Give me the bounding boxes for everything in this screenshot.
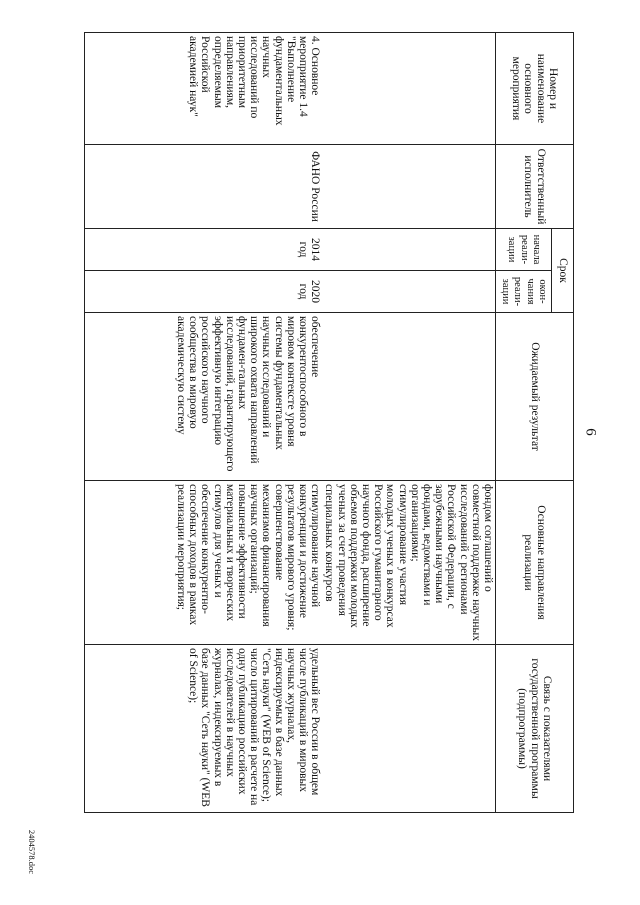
header-measure-name: Номер и наименование основного мероприятия xyxy=(496,33,574,145)
footer-doc-code: 2404578.doc xyxy=(27,829,37,875)
header-expected-result: Ожидаемый результат xyxy=(496,313,574,481)
measure-4-executor: ФАНО России xyxy=(85,145,323,229)
header-indicators: Связь с показателями государственной программы (подпрограммы) xyxy=(496,645,574,813)
measure-4-name: 4. Основное мероприятие 1.4 "Выполнение фундаментальных научных исследований по приоритетным направлениям, определяемым Российской академией наук" xyxy=(85,33,323,145)
page-number: 6 xyxy=(582,428,599,436)
table-row-continuation xyxy=(322,33,495,813)
header-term-end: окон-чания реали-зации xyxy=(496,271,552,313)
header-term-start: начала реали-зации xyxy=(496,229,552,271)
header-executor: Ответственный исполнитель xyxy=(496,145,574,229)
table-row-measure-4 xyxy=(85,33,323,813)
measures-table xyxy=(84,32,574,813)
continuation-directions: фондом соглашений о совместной поддержке научных исследований с регионами Российской Федерации, с зарубежными научными фондами, ведомствами и организациями; стимулирование участия молодых ученых в конкурсах Российского гуманитарного научного фонда, расширение объемов поддержки молодых ученых за счет проведения специальных конкурсов xyxy=(322,481,495,645)
header-term: Срок xyxy=(552,229,574,313)
measure-4-indicators: удельный вес России в общем числе публикаций в мировых научных журналах, индексируемых в базе данных "Сеть науки" (WEB of Science); число цитирований в расчете на одну публикацию российских исследователей в научных журналах, индексируемых в базе данных "Сеть науки" (WEB of Science); xyxy=(85,645,323,813)
measure-4-start: 2014 год xyxy=(85,229,323,271)
measure-4-result: обеспечение конкурентоспособного в мировом контексте уровня системы фундаментальных научных исследований и широкого охвата направлений фундамен-тальных исследований, гарантирующего эффективную интеграцию российского научного сообщества в мировую академическую систему xyxy=(85,313,323,481)
measures-table-rotated xyxy=(84,32,574,812)
measure-4-end: 2020 год xyxy=(85,271,323,313)
measure-4-directions: стимулирование научной конкуренции и достижение результатов мирового уровня; совершенствование механизмов финансирования научных организаций; повышение эффективности материальных и творческих стимулов для ученых и обеспечение конкурентно-способных доходов в рамках реализации мероприятия; xyxy=(85,481,323,645)
header-directions: Основные направления реализации xyxy=(496,481,574,645)
